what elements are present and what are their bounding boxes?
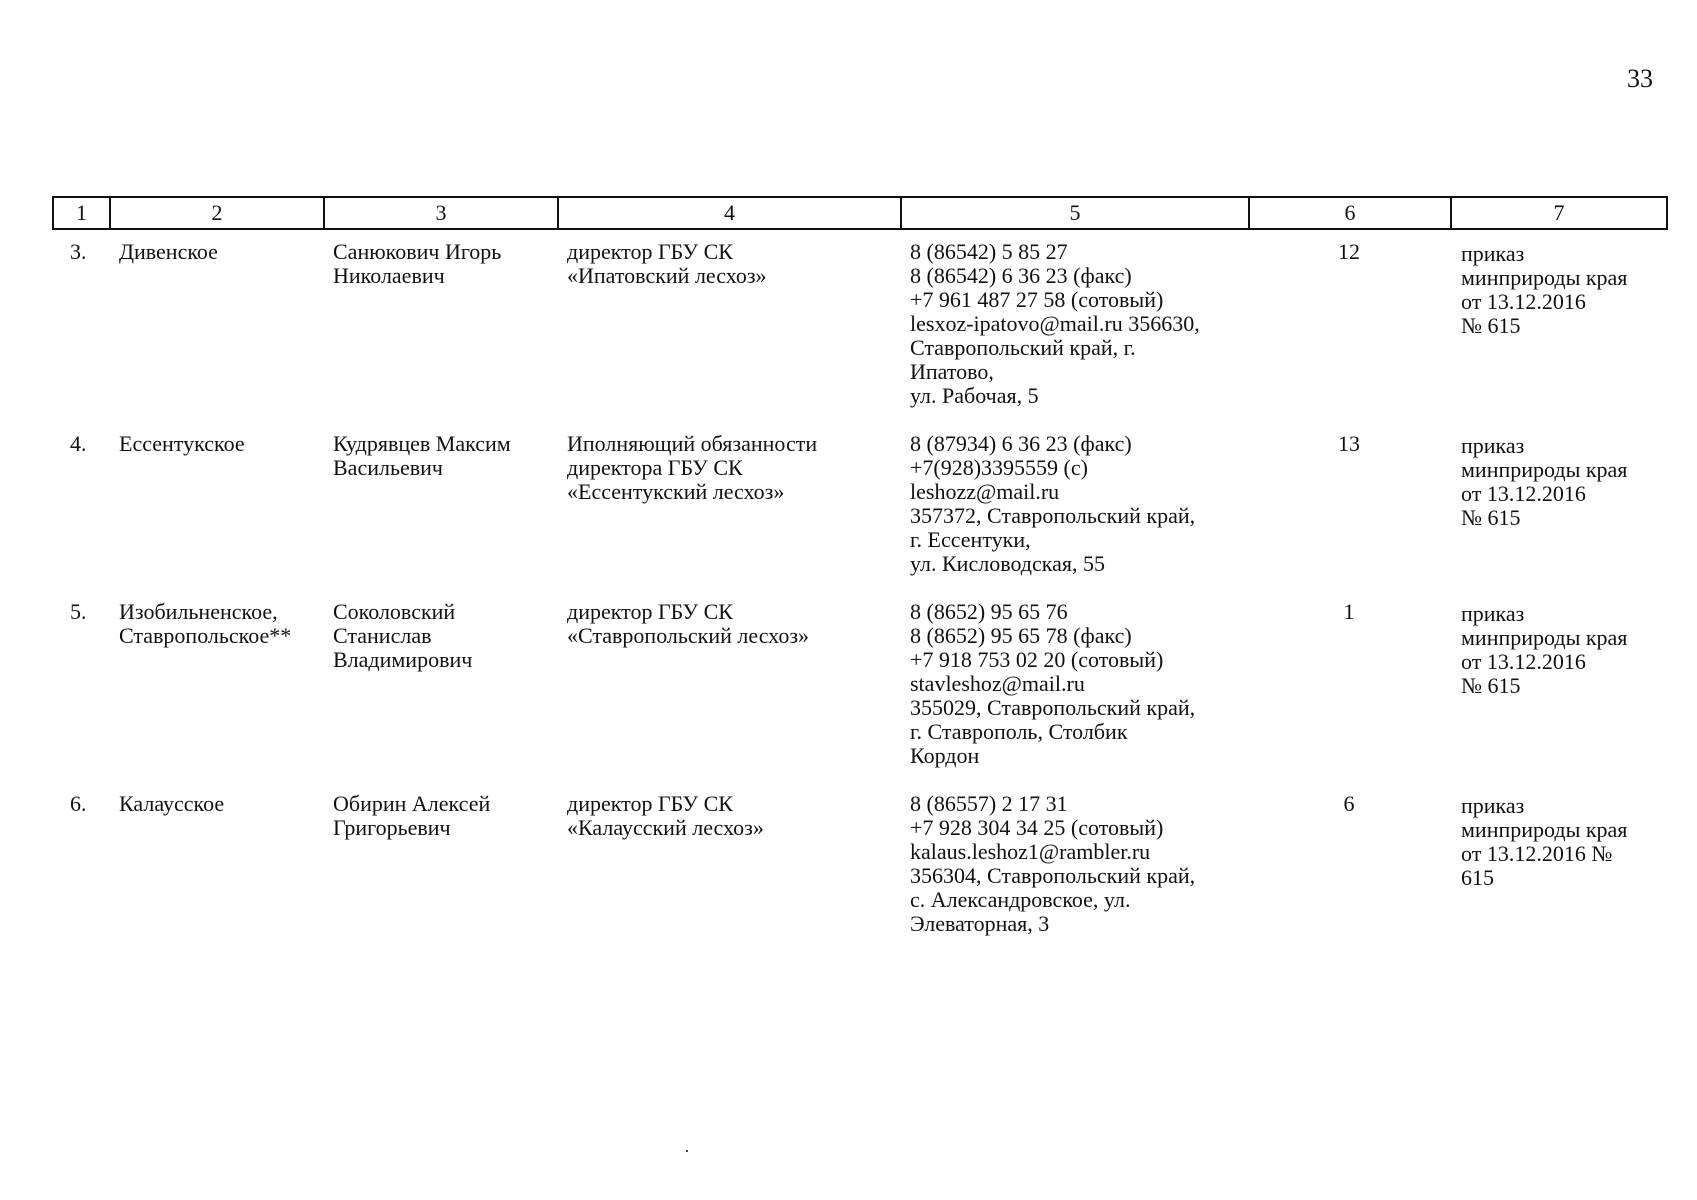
person-position: директор ГБУ СК «Калаусский лесхоз» (567, 791, 764, 840)
scan-dot-mark (686, 1150, 688, 1152)
count-value: 6 (1343, 791, 1355, 816)
header-col-7: 7 (1451, 197, 1667, 229)
order-reference: приказ минприроды края от 13.12.2016 № 615 (1461, 241, 1628, 338)
order-reference: приказ минприроды края от 13.12.2016 № 615 (1461, 601, 1628, 698)
contact-info: 8 (87934) 6 36 23 (факс) +7(928)3395559 (с) leshozz@mail.ru 357372, Ставропольский край, г. Ессентуки, ул. Кисловодская, 55 (910, 431, 1196, 576)
count-value: 1 (1343, 599, 1355, 624)
header-col-2: 2 (110, 197, 324, 229)
header-col-6: 6 (1249, 197, 1451, 229)
responsible-person: Санюкович Игорь Николаевич (333, 239, 502, 288)
table-body (52, 240, 1666, 960)
person-position: Иполняющий обязанности директора ГБУ СК «Ессентукский лесхоз» (567, 431, 818, 504)
table-row (52, 240, 1666, 408)
forestry-district: Изобильненское, Ставропольское** (119, 599, 292, 648)
header-col-3: 3 (324, 197, 558, 229)
table-row (52, 432, 1666, 576)
table-row (52, 600, 1666, 768)
person-position: директор ГБУ СК «Ипатовский лесхоз» (567, 239, 767, 288)
responsible-person: Обирин Алексей Григорьевич (333, 791, 491, 840)
forestry-district: Дивенское (119, 239, 218, 264)
responsible-person: Соколовский Станислав Владимирович (333, 599, 473, 672)
row-number: 4. (70, 431, 87, 456)
contact-info: 8 (8652) 95 65 76 8 (8652) 95 65 78 (факс) +7 918 753 02 20 (сотовый) stavleshoz@mail.ru 355029, Ставропольский край, г. Ставрополь, Столбик Кордон (910, 599, 1196, 768)
forestry-district: Калаусское (119, 791, 225, 816)
forestry-district: Ессентукское (119, 431, 245, 456)
count-value: 12 (1338, 239, 1360, 264)
header-col-4: 4 (558, 197, 901, 229)
page-number: 33 (1627, 64, 1653, 93)
order-reference: приказ минприроды края от 13.12.2016 № 615 (1461, 793, 1628, 890)
row-number: 3. (70, 239, 87, 264)
row-number: 5. (70, 599, 87, 624)
contact-info: 8 (86542) 5 85 27 8 (86542) 6 36 23 (факс) +7 961 487 27 58 (сотовый) lesxoz-ipatovo@mail.ru 356630, Ставропольский край, г. Ипатово, ул. Рабочая, 5 (910, 239, 1200, 408)
header-col-5: 5 (901, 197, 1249, 229)
count-value: 13 (1338, 431, 1360, 456)
contact-info: 8 (86557) 2 17 31 +7 928 304 34 25 (сотовый) kalaus.leshoz1@rambler.ru 356304, Ставропольский край, с. Александровское, ул. Элеваторная, 3 (910, 791, 1196, 936)
order-reference: приказ минприроды края от 13.12.2016 № 615 (1461, 433, 1628, 530)
responsible-person: Кудрявцев Максим Васильевич (333, 431, 511, 480)
header-col-1: 1 (53, 197, 110, 229)
table-row (52, 792, 1666, 936)
person-position: директор ГБУ СК «Ставропольский лесхоз» (567, 599, 810, 648)
column-number-header (52, 196, 1668, 230)
row-number: 6. (70, 791, 87, 816)
